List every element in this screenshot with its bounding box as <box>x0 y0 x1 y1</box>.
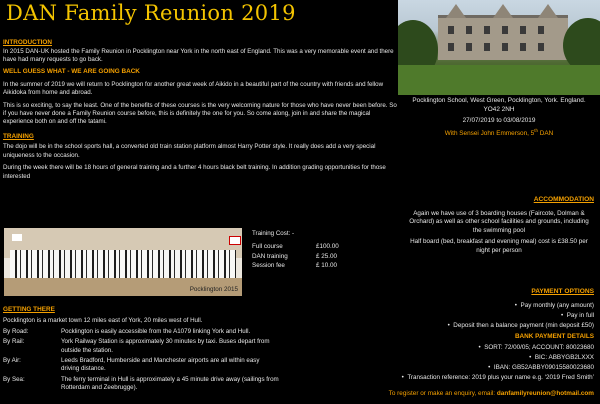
venue-dates: 27/07/2019 to 03/08/2019 <box>462 117 536 125</box>
group-photo <box>4 228 242 296</box>
training-heading: TRAINING <box>3 132 34 140</box>
footer-contact <box>389 390 594 399</box>
going-back-heading: WELL GUESS WHAT - WE ARE GOING BACK <box>3 68 140 76</box>
photo-caption: Pocklington 2015 <box>189 285 238 293</box>
travel-mode: By Road: <box>3 328 29 335</box>
travel-row <box>3 376 279 395</box>
school-photo <box>398 0 600 95</box>
travel-mode: By Rail: <box>3 338 25 346</box>
contact-email-link[interactable]: danfamilyreunion@hotmail.com <box>496 390 594 397</box>
cost-row <box>252 262 339 272</box>
cost-value: £ 25.00 <box>316 252 338 260</box>
travel-text: Pocklington is easily accessible from the A1079 linking York and Hull. <box>61 328 251 335</box>
accommodation-p2: Half board (bed, breakfast and evening meal) cost is £38.50 per night per person <box>410 238 588 254</box>
bank-detail-item: • Transaction reference: 2019 plus your name e.g. ‘2019 Fred Smith’ <box>401 374 594 382</box>
payment-option-item: • Pay in full <box>560 311 594 319</box>
going-back-p2: This is so exciting, to say the least. One of the benefits of these courses is the very welcoming nature for those who have never been before. So if you have never done a Family Reunion course before, this is definitely the one for you. So come along, join in and share the magical experience both on and off the tatami. <box>3 101 397 126</box>
venue-info <box>404 97 594 139</box>
footer-text: To register or make an enquiry, email: <box>388 390 497 397</box>
accommodation-p1: Again we have use of 3 boarding houses (Faircote, Dolman & Orchard) as well as other school facilities and grounds, including the swimming pool <box>409 209 589 234</box>
intro-text: In 2015 DAN-UK hosted the Family Reunion in Pocklington near York in the north east of England. This was a very memorable event and there have had many requests to go back. <box>3 47 394 63</box>
training-p2: During the week there will be 18 hours of general training and a further 4 hours black belt training. In addition grading opportunities for those interested <box>3 164 386 180</box>
venue-address: Pocklington School, West Green, Pocklington, York. England. YO42 2NH <box>412 97 586 113</box>
getting-there <box>3 306 323 395</box>
travel-row <box>3 328 279 338</box>
venue-sensei: With Sensei John Emmerson, 5th DAN <box>444 127 554 138</box>
accommodation <box>404 196 594 257</box>
travel-row <box>3 357 279 376</box>
travel-text: York Railway Station is approximately 30 minutes by taxi. Buses depart from outside the station. <box>61 338 270 354</box>
training-cost <box>252 230 339 272</box>
travel-text: Leeds Bradford, Humberside and Manchester airports are all within easy driving distance. <box>61 357 260 373</box>
getting-there-heading: GETTING THERE <box>3 306 55 313</box>
cost-value: £100.00 <box>316 243 339 251</box>
cost-row <box>252 243 339 253</box>
travel-mode: By Air: <box>3 357 21 365</box>
getting-there-intro: Pocklington is a market town 12 miles east of York, 20 miles west of Hull. <box>3 316 203 324</box>
cost-value: £ 10.00 <box>316 262 338 270</box>
payment-option-item: • Deposit then a balance payment (min deposit £50) <box>447 321 594 329</box>
training-p1: The dojo will be in the school sports hall, a converted old train station platform almost Harry Potter style. It really does add a very special uniqueness to the occasion. <box>3 143 376 159</box>
accommodation-heading: ACCOMMODATION <box>533 196 594 203</box>
bank-detail-item: • IBAN: GB52ABBY09015580023680 <box>488 364 594 372</box>
cost-label: Full course <box>252 243 283 251</box>
bank-detail-item: • BIC: ABBYGB2LXXX <box>529 354 594 362</box>
bank-details-heading: BANK PAYMENT DETAILS <box>514 333 594 341</box>
going-back-p1: In the summer of 2019 we will return to Pocklington for another great week of Aikido in a beautiful part of the country with friends and fellow Aikidoka from home and abroad. <box>3 81 384 97</box>
bank-detail-item: • SORT: 72/00/05; ACCOUNT: 80023680 <box>478 344 594 352</box>
cost-row <box>252 253 339 263</box>
intro-heading: INTRODUCTION <box>3 39 52 46</box>
travel-mode: By Sea: <box>3 375 25 383</box>
travel-text: The ferry terminal in Hull is approximately a 45 minute drive away (sailings from Rotterdam and Zeebrugge). <box>61 375 279 392</box>
page-title: DAN Family Reunion 2019 <box>6 1 296 25</box>
travel-row <box>3 338 279 357</box>
payment-option-item: • Pay monthly (any amount) <box>514 301 594 309</box>
payment-options-heading: PAYMENT OPTIONS <box>531 288 594 295</box>
cost-label: Session fee <box>252 262 285 270</box>
training-cost-label: Training Cost: - <box>252 230 295 237</box>
payment-options <box>334 288 594 384</box>
cost-label: DAN training <box>252 252 288 260</box>
